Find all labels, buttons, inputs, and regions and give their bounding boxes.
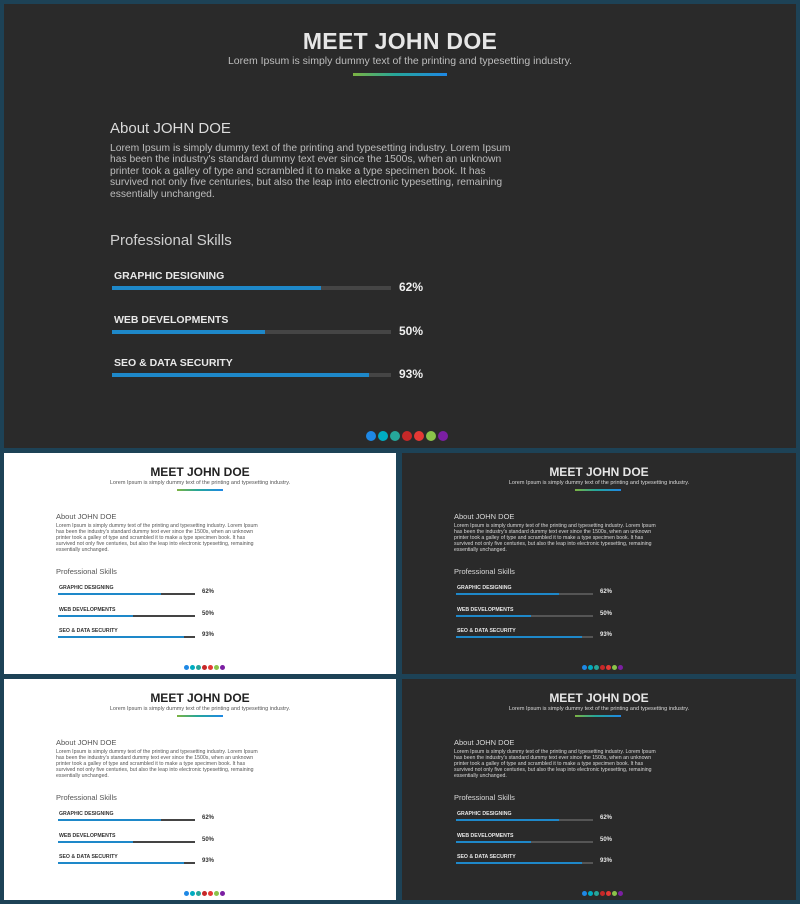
skill-track [58,819,195,821]
skill-track [456,862,593,864]
skill-label: GRAPHIC DESIGNING [457,811,512,817]
slide-title: MEET JOHN DOE [302,28,498,54]
color-dot [618,891,623,896]
color-dot [202,891,207,896]
color-dot [190,665,195,670]
title-underline [177,489,223,491]
about-heading: About JOHN DOE [56,512,117,521]
skill-label: SEO & DATA SECURITY [457,854,516,860]
slide-subtitle: Lorem Ipsum is simply dummy text of the printing and typesetting industry. [109,706,291,712]
skill-track [456,819,593,821]
skill-track [112,330,391,334]
skill-bar-fill [58,615,133,617]
slide-title: MEET JOHN DOE [150,465,250,479]
slide-title: MEET JOHN DOE [549,691,649,705]
skill-track [456,615,593,617]
color-dot [190,891,195,896]
skill-bar-fill [58,862,184,864]
skills-heading: Professional Skills [454,567,515,576]
skill-graphic-designing [456,811,626,833]
color-dot [184,665,189,670]
color-dot [582,891,587,896]
skill-label: SEO & DATA SECURITY [59,628,118,634]
about-text: Lorem Ipsum is simply dummy text of the printing and typesetting industry. Lorem Ipsum has been the industry's standard dummy text ever since the 1500s, when an unknown printer took a galley of type and scrambled it to make a type specimen book. It has survived not only five centuries, but also the leap into electronic typesetting, remaining essentially unchanged. [56,523,258,553]
slide-thumbnail-dark-1[interactable] [402,453,796,674]
skill-graphic-designing [58,811,228,833]
skill-web-developments [456,833,626,855]
skill-bar-fill [456,841,531,843]
skill-percent: 93% [600,632,613,638]
color-dot [594,891,599,896]
slide-subtitle: Lorem Ipsum is simply dummy text of the printing and typesetting industry. [508,706,690,712]
skill-percent: 93% [399,367,424,381]
color-dot [618,665,623,670]
skill-bar-fill [456,819,559,821]
skill-track [112,286,391,290]
color-dot [366,431,376,441]
color-dot [214,891,219,896]
skill-web-developments [58,833,228,855]
skill-graphic-designing [58,585,228,607]
about-heading: About JOHN DOE [454,512,515,521]
skill-graphic-designing [456,585,626,607]
skills-heading: Professional Skills [110,232,232,249]
skill-percent: 93% [600,858,613,864]
color-dot [600,665,605,670]
skills-heading: Professional Skills [454,793,515,802]
slide-subtitle: Lorem Ipsum is simply dummy text of the printing and typesetting industry. [109,480,291,486]
skill-percent: 50% [399,324,424,338]
color-dots [366,431,448,441]
skill-web-developments [112,314,432,354]
skill-seo-data-security [112,357,432,397]
title-underline [177,715,223,717]
skill-percent: 62% [600,589,613,595]
skill-bar-fill [456,636,582,638]
color-dots [582,891,623,896]
skill-track [58,841,195,843]
skill-bar-fill [112,373,369,377]
skill-label: WEB DEVELOPMENTS [114,314,229,326]
skill-bar-fill [456,593,559,595]
slide-subtitle: Lorem Ipsum is simply dummy text of the printing and typesetting industry. [508,480,690,486]
color-dot [202,665,207,670]
skill-bar-fill [112,286,321,290]
skill-bar-fill [456,862,582,864]
slide-title: MEET JOHN DOE [549,465,649,479]
color-dot [402,431,412,441]
color-dot [378,431,388,441]
skill-web-developments [456,607,626,629]
skill-bar-fill [456,615,531,617]
slide-subtitle: Lorem Ipsum is simply dummy text of the printing and typesetting industry. [227,55,573,67]
skill-percent: 62% [399,280,424,294]
skill-percent: 50% [600,611,613,617]
skill-graphic-designing [112,270,432,310]
skill-label: GRAPHIC DESIGNING [59,811,114,817]
slide-thumbnail-light-1[interactable] [4,453,396,674]
skill-bar-fill [58,636,184,638]
skill-track [456,593,593,595]
skill-seo-data-security [58,854,228,876]
skills-heading: Professional Skills [56,567,117,576]
skill-track [456,841,593,843]
color-dots [184,665,225,670]
skill-label: SEO & DATA SECURITY [457,628,516,634]
color-dot [414,431,424,441]
skill-track [112,373,391,377]
about-text: Lorem Ipsum is simply dummy text of the printing and typesetting industry. Lorem Ipsum has been the industry's standard dummy text ever since the 1500s, when an unknown printer took a galley of type and scrambled it to make a type specimen book. It has survived not only five centuries, but also the leap into electronic typesetting, remaining essentially unchanged. [56,749,258,779]
skill-label: GRAPHIC DESIGNING [457,585,512,591]
about-heading: About JOHN DOE [110,120,231,137]
skill-track [58,636,195,638]
skill-label: GRAPHIC DESIGNING [59,585,114,591]
color-dot [594,665,599,670]
color-dot [606,891,611,896]
skill-label: WEB DEVELOPMENTS [457,833,514,839]
color-dot [220,891,225,896]
skill-bar-fill [58,593,161,595]
skill-percent: 50% [202,611,215,617]
skill-label: WEB DEVELOPMENTS [59,607,116,613]
color-dot [606,665,611,670]
skill-percent: 93% [202,858,215,864]
color-dot [438,431,448,441]
skill-percent: 62% [202,589,215,595]
skill-seo-data-security [456,854,626,876]
about-heading: About JOHN DOE [56,738,117,747]
skill-track [58,615,195,617]
skill-percent: 50% [600,837,613,843]
slide-thumbnail-light-2[interactable] [4,679,396,900]
about-text: Lorem Ipsum is simply dummy text of the printing and typesetting industry. Lorem Ipsum has been the industry's standard dummy text ever since the 1500s, when an unknown printer took a galley of type and scrambled it to make a type specimen book. It has survived not only five centuries, but also the leap into electronic typesetting, remaining essentially unchanged. [454,523,656,553]
color-dot [612,665,617,670]
slide-thumbnail-dark-2[interactable] [402,679,796,900]
skill-percent: 62% [202,815,215,821]
about-text: Lorem Ipsum is simply dummy text of the printing and typesetting industry. Lorem Ipsum has been the industry's standard dummy text ever since the 1500s, when an unknown printer took a galley of type and scrambled it to make a type specimen book. It has survived not only five centuries, but also the leap into electronic typesetting, remaining essentially unchanged. [110,143,511,200]
color-dot [184,891,189,896]
skill-label: WEB DEVELOPMENTS [457,607,514,613]
skill-track [58,593,195,595]
color-dot [390,431,400,441]
color-dots [582,665,623,670]
color-dot [208,665,213,670]
color-dots [184,891,225,896]
color-dot [196,891,201,896]
color-dot [208,891,213,896]
skill-track [456,636,593,638]
skill-web-developments [58,607,228,629]
title-underline [575,715,621,717]
skill-percent: 93% [202,632,215,638]
color-dot [588,891,593,896]
skill-bar-fill [58,819,161,821]
color-dot [600,891,605,896]
skill-seo-data-security [58,628,228,650]
slide-title: MEET JOHN DOE [150,691,250,705]
skill-percent: 62% [600,815,613,821]
color-dot [612,891,617,896]
skill-label: SEO & DATA SECURITY [114,357,233,369]
slide-large-dark[interactable] [4,4,796,448]
color-dot [582,665,587,670]
skill-track [58,862,195,864]
skill-label: GRAPHIC DESIGNING [114,270,225,282]
skills-heading: Professional Skills [56,793,117,802]
title-underline [575,489,621,491]
color-dot [588,665,593,670]
skill-label: SEO & DATA SECURITY [59,854,118,860]
about-text: Lorem Ipsum is simply dummy text of the printing and typesetting industry. Lorem Ipsum has been the industry's standard dummy text ever since the 1500s, when an unknown printer took a galley of type and scrambled it to make a type specimen book. It has survived not only five centuries, but also the leap into electronic typesetting, remaining essentially unchanged. [454,749,656,779]
color-dot [220,665,225,670]
skill-label: WEB DEVELOPMENTS [59,833,116,839]
skill-percent: 50% [202,837,215,843]
skill-bar-fill [58,841,133,843]
title-underline [353,73,447,76]
color-dot [426,431,436,441]
color-dot [196,665,201,670]
skill-bar-fill [112,330,265,334]
color-dot [214,665,219,670]
skill-seo-data-security [456,628,626,650]
about-heading: About JOHN DOE [454,738,515,747]
